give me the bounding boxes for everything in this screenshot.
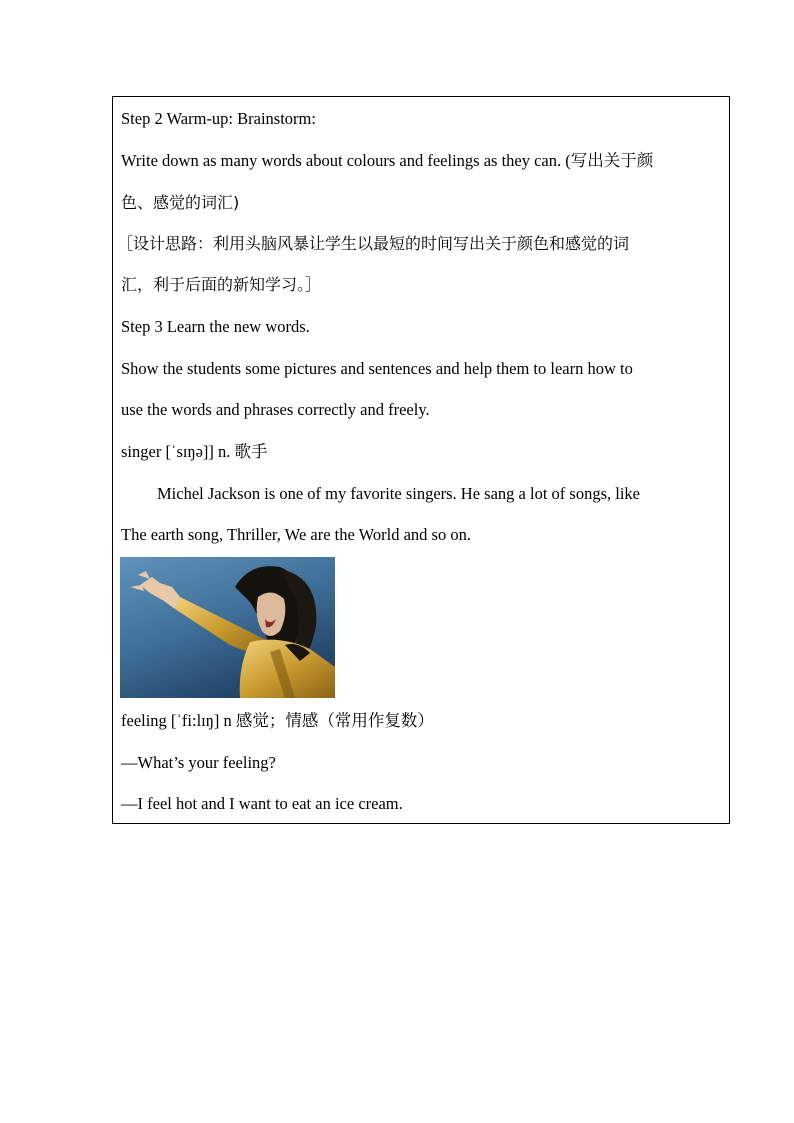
step2-title: Step 2 Warm-up: Brainstorm:: [121, 109, 316, 128]
dialog-question: —What’s your feeling?: [121, 753, 276, 772]
performer-illustration: [120, 557, 335, 698]
step3-instruction-line2: use the words and phrases correctly and freely.: [121, 400, 430, 419]
step3-instruction-line1: Show the students some pictures and sentences and help them to learn how to: [121, 359, 633, 378]
step3-title: Step 3 Learn the new words.: [121, 317, 310, 336]
step2-instruction-line2: 色、感觉的词汇): [121, 193, 240, 212]
vocab-singer: singer [ˈsɪŋə]] n. 歌手: [121, 442, 268, 461]
singer-photo: [120, 557, 335, 698]
singer-example-line2: The earth song, Thriller, We are the World and so on.: [121, 525, 471, 544]
dialog-answer: —I feel hot and I want to eat an ice cream.: [121, 794, 403, 813]
design-note-line1: ［设计思路：利用头脑风暴让学生以最短的时间写出关于颜色和感觉的词: [117, 234, 630, 253]
design-note-line2: 汇，利于后面的新知学习。］: [121, 275, 322, 294]
singer-example-line1: Michel Jackson is one of my favorite singers. He sang a lot of songs, like: [157, 484, 640, 503]
step2-instruction-line1: Write down as many words about colours and feelings as they can. (写出关于颜: [121, 151, 654, 170]
lesson-plan-box: [112, 96, 730, 824]
vocab-feeling: feeling [ˈfi:lɪŋ] n 感觉；情感（常用作复数）: [121, 711, 434, 730]
